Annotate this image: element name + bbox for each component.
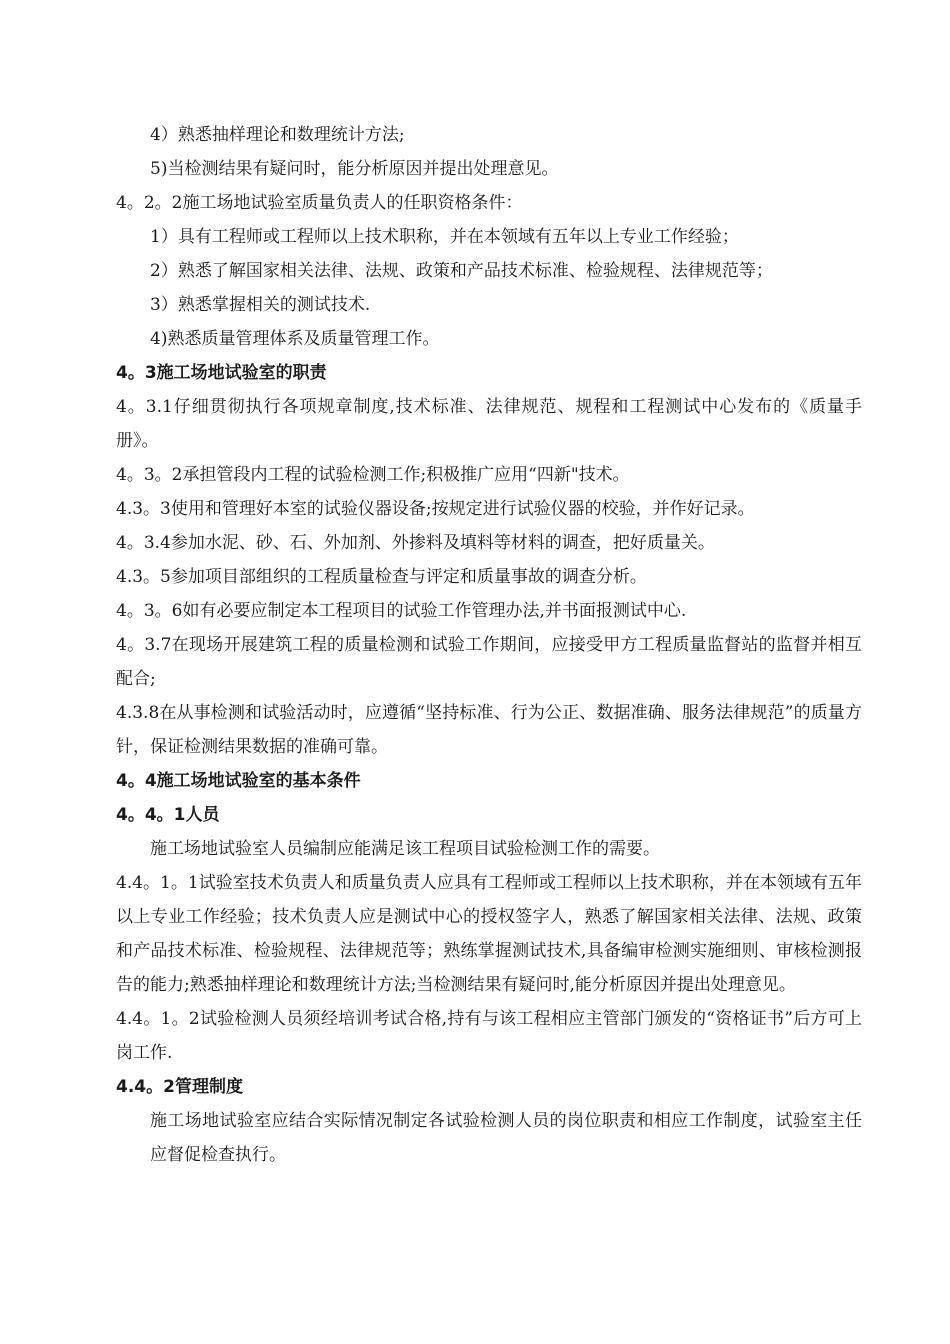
list-item: 2）熟悉了解国家相关法律、法规、政策和产品技术标准、检验规程、法律规范等； xyxy=(150,261,773,281)
list-item: 5)当检测结果有疑问时，能分析原因并提出处理意见。 xyxy=(150,159,559,179)
clause-paragraph: 4。3.1仔细贯彻执行各项规章制度,技术标准、法律规范、规程和工程测试中心发布的《质量手册》。 xyxy=(116,397,862,451)
clause-paragraph: 4.4。1。2试验检测人员须经培训考试合格,持有与该工程相应主管部门颁发的“资格证书”后方可上岗工作. xyxy=(116,1009,862,1063)
body-paragraph: 施工场地试验室人员编制应能满足该工程项目试验检测工作的需要。 xyxy=(150,839,660,859)
clause-paragraph: 4.3.8在从事检测和试验活动时，应遵循“坚持标准、行为公正、数据准确、服务法律规范”的质量方针，保证检测结果数据的准确可靠。 xyxy=(116,703,862,757)
clause-paragraph: 4。3.7在现场开展建筑工程的质量检测和试验工作期间，应接受甲方工程质量监督站的监督并相互配合; xyxy=(116,635,862,689)
clause-paragraph: 4。3。2承担管段内工程的试验检测工作;积极推广应用“四新"技术。 xyxy=(116,465,630,485)
clause-paragraph: 4.3。5参加项目部组织的工程质量检查与评定和质量事故的调查分析。 xyxy=(116,567,647,587)
list-item: 4)熟悉质量管理体系及质量管理工作。 xyxy=(150,329,440,349)
clause-paragraph: 4。3.4参加水泥、砂、石、外加剂、外掺料及填料等材料的调查，把好质量关。 xyxy=(116,533,715,553)
document-body xyxy=(116,118,862,1172)
subsection-heading: 4。4。1人员 xyxy=(116,805,220,825)
clause-title: 4。2。2施工场地试验室质量负责人的任职资格条件： xyxy=(116,193,523,213)
clause-paragraph: 4。3。6如有必要应制定本工程项目的试验工作管理办法,并书面报测试中心. xyxy=(116,601,687,621)
subsection-heading: 4.4。2管理制度 xyxy=(116,1077,243,1097)
clause-paragraph: 4.4。1。1试验室技术负责人和质量负责人应具有工程师或工程师以上技术职称，并在本领域有五年以上专业工作经验；技术负责人应是测试中心的授权签字人，熟悉了解国家相关法律、法规、政策和产品技术标准、检验规程、法律规范等；熟练掌握测试技术,具备编审检测实施细则、审核检测报告的能力;熟悉抽样理论和数理统计方法;当检测结果有疑问时,能分析原因并提出处理意见。 xyxy=(116,873,862,995)
list-item: 3）熟悉掌握相关的测试技术. xyxy=(150,295,371,315)
section-heading: 4。4施工场地试验室的基本条件 xyxy=(116,771,361,791)
clause-paragraph: 4.3。3使用和管理好本室的试验仪器设备;按规定进行试验仪器的校验，并作好记录。 xyxy=(116,499,755,519)
body-paragraph: 施工场地试验室应结合实际情况制定各试验检测人员的岗位职责和相应工作制度，试验室主任应督促检查执行。 xyxy=(150,1111,862,1165)
list-item: 4）熟悉抽样理论和数理统计方法; xyxy=(150,125,405,145)
section-heading: 4。3施工场地试验室的职责 xyxy=(116,363,327,383)
list-item: 1）具有工程师或工程师以上技术职称，并在本领域有五年以上专业工作经验； xyxy=(150,227,739,247)
